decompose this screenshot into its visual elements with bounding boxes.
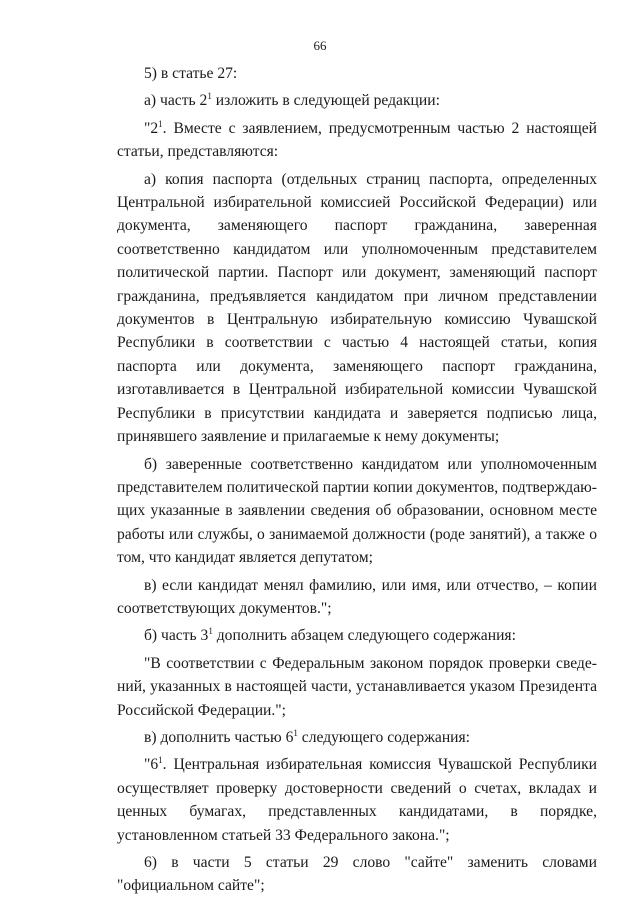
paragraph-text: 5) в статье 27: — [144, 65, 238, 82]
paragraph-text: "6 — [144, 756, 159, 774]
paragraph — [117, 624, 597, 647]
document-body — [117, 62, 597, 898]
paragraph-text: "В соответствии с Федеральным законом порядок проверки сведений, указанных в настоящей части, устанавливается указом Президента Российской Федерации."; — [117, 654, 597, 719]
paragraph-text: . Центральная избирательная комиссия Чувашской Республики осуществляет проверку достоверности сведений о счетах, вкладах и ценных бумагах, представленных кандидатами, в порядке, установленном статьей 33 Федерального закона."; — [117, 756, 597, 844]
superscript-index: 1 — [207, 91, 212, 102]
paragraph-text: . Вместе с заявлением, предусмотренным частью 2 настоящей статьи, представляются: — [117, 119, 597, 161]
superscript-index: 1 — [208, 626, 213, 637]
paragraph-text: в) если кандидат менял фамилию, или имя, или отчество, – копии соответствующих документов."; — [117, 576, 597, 617]
paragraph-text: б) часть 3 — [144, 627, 209, 645]
superscript-index: 1 — [158, 755, 163, 766]
paragraph — [117, 726, 597, 749]
paragraph-text: в) дополнить частью 6 — [144, 728, 294, 746]
paragraph-text: б) заверенные соответственно кандидатом или уполномоченным представителем политической партии копии документов, подтверждающих указанные в заявлении сведения об образовании, основном месте работы или службы, о занимаемой должности (роде занятий), а также о том, что кандидат является депутатом; — [117, 455, 597, 567]
paragraph-text: 6) в части 5 статьи 29 слово "сайте" заменить словами "официальном сайте"; — [117, 854, 597, 895]
paragraph-text: дополнить абзацем следующего содержания: — [212, 627, 516, 645]
paragraph — [117, 89, 597, 112]
paragraph-text: а) копия паспорта (отдельных страниц паспорта, определенных Центральной избирательной комиссией Российской Федерации) или документа, заменяющего паспорт гражданина, заверенная соответственно кандидатом или уполномоченным представителем политической партии. Паспорт или документ, заменяющий паспорт гражданина, предъявляется кандидатом при личном представлении документов в Центральную избирательную комиссию Чувашской Республики в соответствии с частью 4 настоящей статьи, копия паспорта или документа, заменяющего паспорт гражданина, изготавливается в Центральной избирательной комиссии Чувашской Республики в присутствии кандидата и заверяется подписью лица, принявшего заявление и прилагаемые к нему документы; — [117, 170, 597, 446]
paragraph-text: изложить в следующей редакции: — [211, 92, 440, 110]
paragraph — [117, 62, 597, 85]
paragraph — [117, 851, 597, 898]
paragraph — [117, 168, 597, 449]
paragraph-text: "2 — [144, 119, 159, 137]
superscript-index: 1 — [158, 118, 163, 129]
paragraph — [117, 117, 597, 164]
paragraph — [117, 574, 597, 621]
paragraph-text: следующего содержания: — [297, 728, 471, 746]
page-number: 66 — [313, 38, 327, 53]
paragraph — [117, 652, 597, 722]
paragraph — [117, 753, 597, 847]
paragraph-text: а) часть 2 — [144, 92, 208, 110]
superscript-index: 1 — [293, 727, 298, 738]
paragraph — [117, 453, 597, 570]
